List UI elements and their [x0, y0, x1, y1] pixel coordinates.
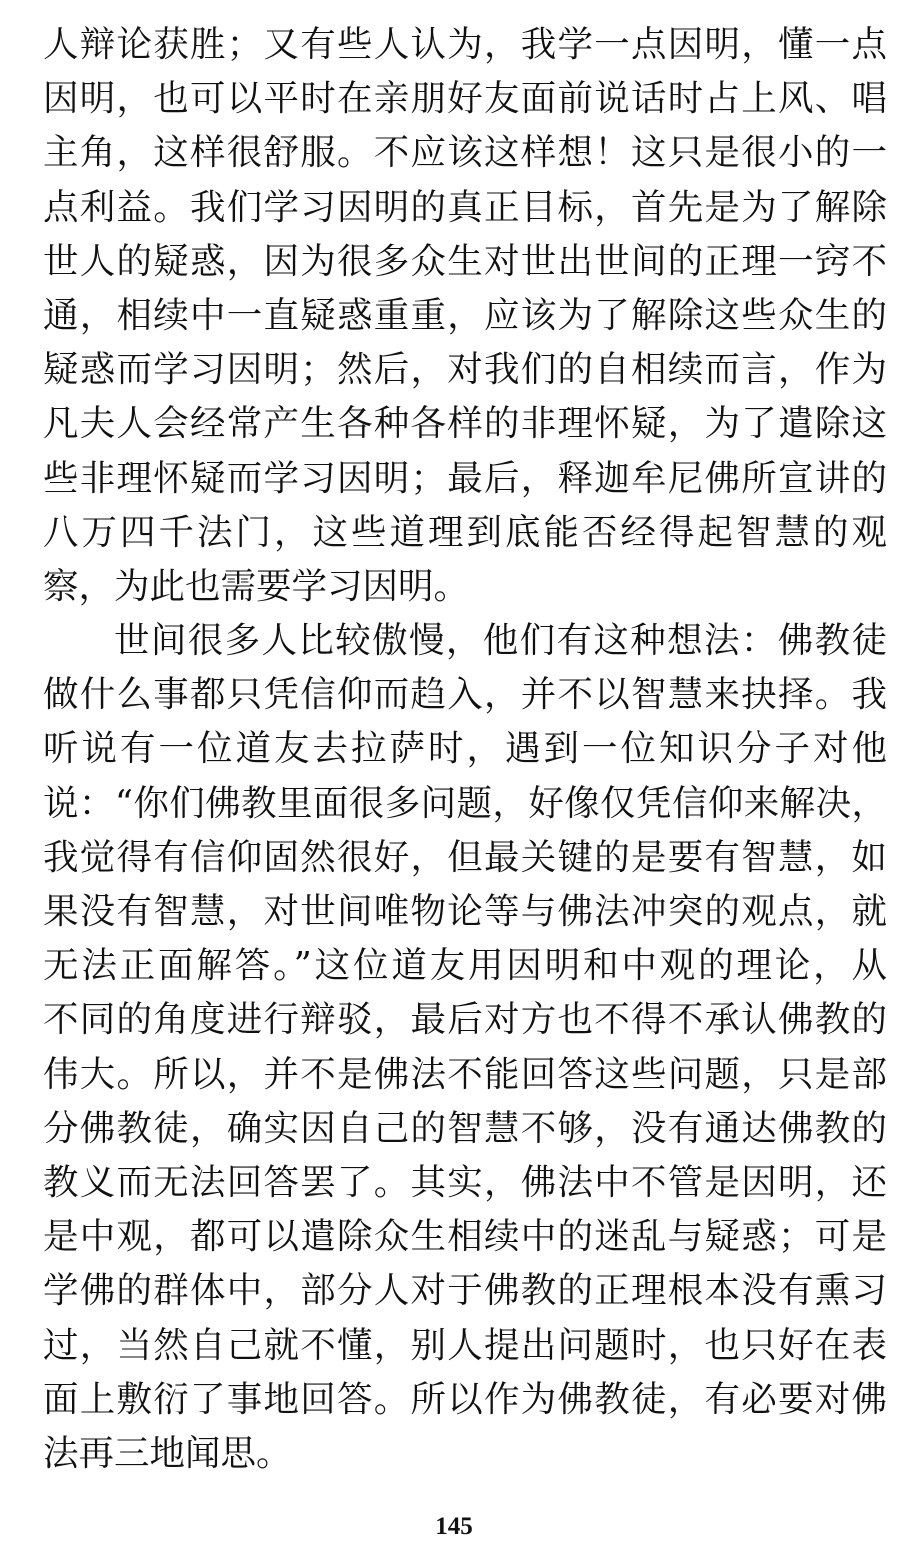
text-line: 做什么事都只凭信仰而趋入，并不以智慧来抉择。我 — [43, 674, 887, 716]
text-line: 果没有智慧，对世间唯物论等与佛法冲突的观点，就 — [43, 891, 887, 932]
text-line: 分佛教徒，确实因自己的智慧不够，没有通达佛教的 — [43, 1107, 887, 1149]
text-line: 通，相续中一直疑惑重重，应该为了解除这些众生的 — [43, 294, 887, 336]
text-line: 过，当然自己就不懂，别人提出问题时，也只好在表 — [43, 1324, 887, 1366]
text-line: 察，为此也需要学习因明。 — [43, 565, 470, 607]
paragraph-1 — [43, 18, 887, 614]
text-line: 法再三地闻思。 — [43, 1432, 292, 1474]
text-line: 人辩论获胜；又有些人认为，我学一点因明，懂一点 — [43, 24, 887, 65]
page-body — [43, 18, 887, 1481]
text-line: 我觉得有信仰固然很好，但最关键的是要有智慧，如 — [43, 836, 887, 878]
text-line: 面上敷衍了事地回答。所以作为佛教徒，有必要对佛 — [43, 1378, 887, 1420]
text-line: 是中观，都可以遣除众生相续中的迷乱与疑惑；可是 — [43, 1216, 887, 1258]
text-line: 世人的疑惑，因为很多众生对世出世间的正理一窍不 — [43, 240, 887, 282]
text-line: 凡夫人会经常产生各种各样的非理怀疑，为了遣除这 — [43, 403, 887, 445]
text-line: 八万四千法门，这些道理到底能否经得起智慧的观 — [43, 511, 887, 553]
text-line: 教义而无法回答罢了。其实，佛法中不管是因明，还 — [43, 1161, 887, 1203]
text-line: 听说有一位道友去拉萨时，遇到一位知识分子对他 — [43, 728, 887, 770]
text-line: 不同的角度进行辩驳，最后对方也不得不承认佛教的 — [43, 999, 887, 1041]
text-line: 因明，也可以平时在亲朋好友面前说话时占上风、唱 — [43, 78, 887, 120]
text-line: 些非理怀疑而学习因明；最后，释迦牟尼佛所宣讲的 — [43, 457, 887, 499]
text-line: 无法正面解答。”这位道友用因明和中观的理论，从 — [43, 945, 887, 987]
text-line: 主角，这样很舒服。不应该这样想！这只是很小的一 — [43, 132, 887, 174]
text-line: 世间很多人比较傲慢，他们有这种想法：佛教徒 — [114, 620, 887, 662]
text-line: 疑惑而学习因明；然后，对我们的自相续而言，作为 — [43, 349, 887, 391]
text-line: 点利益。我们学习因明的真正目标，首先是为了解除 — [43, 186, 887, 228]
text-line: 学佛的群体中，部分人对于佛教的正理根本没有熏习 — [43, 1270, 887, 1312]
text-line: 伟大。所以，并不是佛法不能回答这些问题，只是部 — [43, 1053, 887, 1095]
page-number: 145 — [435, 1513, 473, 1540]
text-line: 说：“你们佛教里面很多问题，好像仅凭信仰来解决， — [43, 782, 887, 824]
paragraph-2 — [43, 614, 887, 1481]
